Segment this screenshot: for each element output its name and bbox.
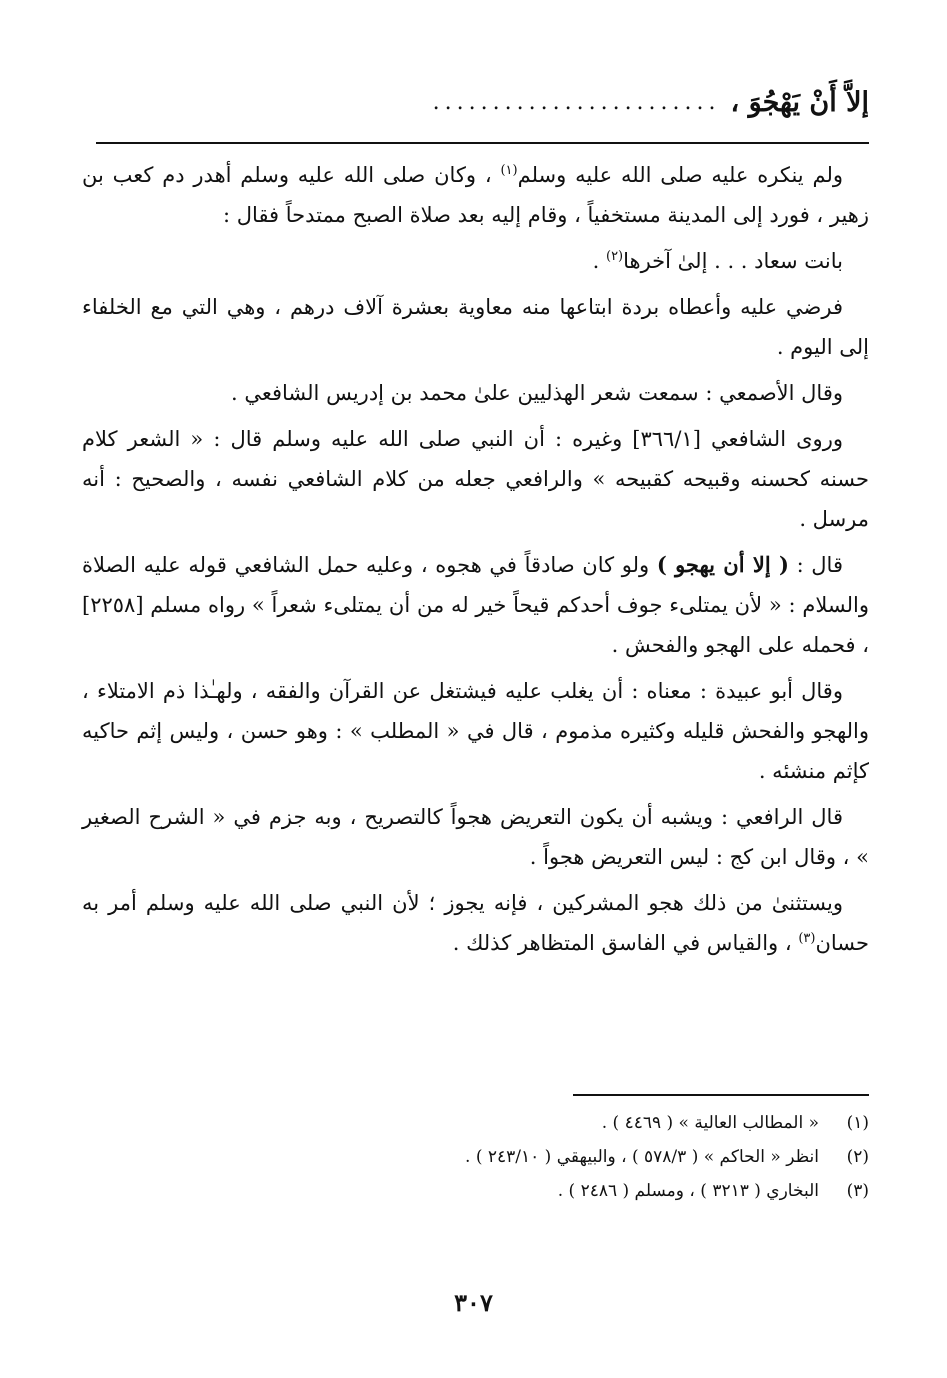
main-text	[82, 155, 869, 969]
paragraph-6-text-b: ولو كان صادقاً في هجوه ، وعليه حمل الشافعي قوله عليه الصلاة والسلام : « لأن يمتلىء جوف أحدكم قيحاً خير له من أن يمتلىء شعراً » رواه مسلم [٢٢٥٨] ، فحمله على الهجو والفحش .	[82, 553, 869, 657]
paragraph-1-text-b: ، وكان صلى الله عليه وسلم أهدر دم كعب بن زهير ، فورد إلى المدينة مستخفياً ، وقام إليه بعد صلاة الصبح ممتدحاً فقال :	[82, 163, 869, 227]
paragraph-2-text-a: بانت سعاد . . . إلىٰ آخرها	[623, 249, 843, 273]
footnote-number: (٣)	[846, 1181, 869, 1201]
footnote-rule	[573, 1094, 869, 1096]
footnote-text: « المطالب العالية » ( ٤٤٦٩ ) .	[601, 1113, 819, 1133]
running-head-dots: ........................	[432, 89, 721, 115]
footnote-2	[100, 1140, 869, 1174]
paragraph-8: قال الرافعي : ويشبه أن يكون التعريض هجواً كالتصريح ، وبه جزم في « الشرح الصغير » ، وقال ابن كج : ليس التعريض هجواً .	[82, 805, 869, 869]
running-head-title: إلاَّ أَنْ يَهْجُوَ ،	[730, 86, 869, 118]
paragraph-9-text-b: ، والقياس في الفاسق المتظاهر كذلك .	[452, 931, 799, 955]
paragraph-6	[82, 545, 869, 665]
paragraph-2	[82, 241, 869, 281]
paragraph-3: فرضي عليه وأعطاه بردة ابتاعها منه معاوية بعشرة آلاف درهم ، وهي التي مع الخلفاء إلى اليوم .	[82, 295, 869, 359]
footnotes	[100, 1106, 869, 1208]
footnote-number: (٢)	[846, 1147, 869, 1167]
footnote-1	[100, 1106, 869, 1140]
paragraph-1	[82, 155, 869, 235]
footnote-3	[100, 1174, 869, 1208]
matn-quote: ( إلا أن يهجو )	[656, 552, 789, 577]
footnote-text: البخاري ( ٣٢١٣ ) ، ومسلم ( ٢٤٨٦ ) .	[557, 1181, 819, 1201]
paragraph-9	[82, 883, 869, 963]
header-rule	[96, 142, 869, 144]
paragraph-6-text-a: قال :	[788, 553, 843, 577]
footnote-ref-1[interactable]: (١)	[500, 163, 518, 178]
footnote-ref-2[interactable]: (٢)	[605, 249, 624, 264]
footnote-ref-3[interactable]: (٣)	[798, 931, 816, 946]
paragraph-2-text-b: .	[592, 249, 606, 273]
page-number: ٣٠٧	[454, 1288, 493, 1317]
footnote-number: (١)	[846, 1113, 869, 1133]
running-head	[100, 80, 869, 124]
paragraph-5: وروى الشافعي [٣٦٦/١] وغيره : أن النبي صلى الله عليه وسلم قال : « الشعر كلام حسنه كحسنه وقبيحه كقبيحه » والرافعي جعله من كلام الشافعي نفسه ، والصحيح : أنه مرسل .	[82, 427, 869, 531]
paragraph-7: وقال أبو عبيدة : معناه : أن يغلب عليه فيشتغل عن القرآن والفقه ، ولهـٰذا ذم الامتلاء ، والهجو والفحش قليله وكثيره مذموم ، قال في « المطلب » : وهو حسن ، وليس إثم حاكيه كإثم منشئه .	[82, 679, 869, 783]
paragraph-9-text-a: ويستثنىٰ من ذلك هجو المشركين ، فإنه يجوز ؛ لأن النبي صلى الله عليه وسلم أمر به حسان	[82, 891, 869, 955]
footnote-text: انظر « الحاكم » ( ٥٧٨/٣ ) ، والبيهقي ( ٢٤٣/١٠ ) .	[465, 1147, 819, 1167]
paragraph-1-text-a: ولم ينكره عليه صلى الله عليه وسلم	[517, 163, 843, 187]
paragraph-4: وقال الأصمعي : سمعت شعر الهذليين علىٰ محمد بن إدريس الشافعي .	[231, 381, 843, 405]
